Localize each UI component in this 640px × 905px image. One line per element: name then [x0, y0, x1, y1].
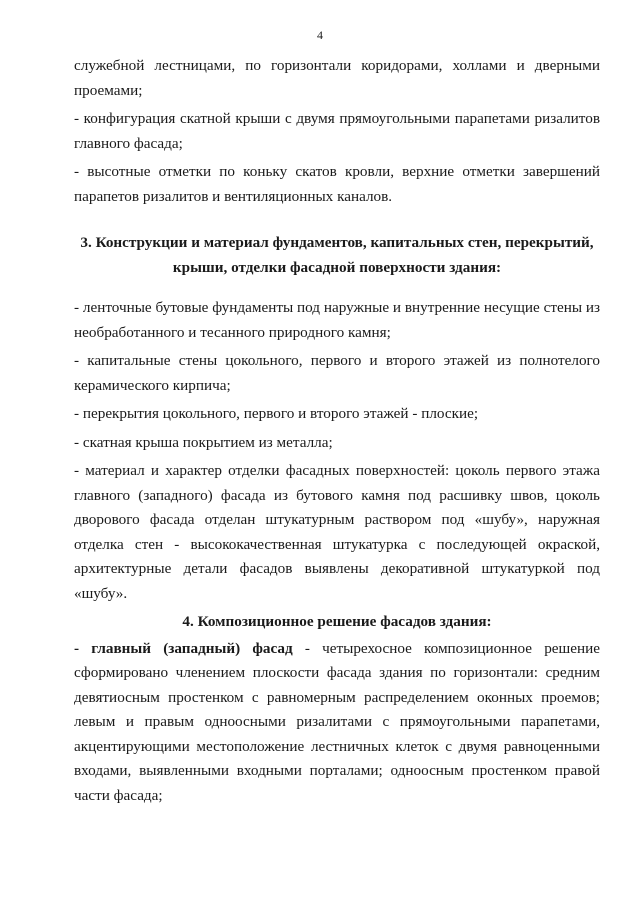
section-3-item-5: - материал и характер отделки фасадных поверхностей: цоколь первого этажа главного (западного) фасада из бутового камня под расшивку швов, цоколь дворового фасада отделан штукатурным раствором под «шубу», наружная отделка стен - высококачественная штукатурка с последующей окраской, архитектурные детали фасадов выявлены декоративной штукатуркой под «шубу». — [74, 462, 600, 602]
section-4-heading: 4. Композиционное решение фасадов здания: — [182, 613, 492, 630]
intro-paragraph-1: служебной лестницами, по горизонтали коридорами, холлами и дверными проемами; — [74, 57, 600, 99]
section-3-item-2: - капитальные стены цокольного, первого и второго этажей из полнотелого керамического кирпича; — [74, 352, 600, 394]
section-4-item-lead: - главный (западный) фасад — [74, 639, 293, 657]
intro-paragraph-2: - конфигурация скатной крыши с двумя прямоугольными парапетами ризалитов главного фасада; — [74, 110, 600, 152]
page-number: 4 — [317, 28, 323, 42]
section-3-item-4: - скатная крыша покрытием из металла; — [74, 433, 333, 451]
section-3-item-1: - ленточные бутовые фундаменты под наружные и внутренние несущие стены из необработанного и тесанного природного камня; — [74, 299, 600, 341]
section-4-item-text: - четырехосное композиционное решение сформировано членением плоскости фасада здания по горизонтали: средним девятиосным простенком с равномерным распределением оконных проемов; левым и правым одноосными ризалитами с прямоугольными парапетами, акцентирующими местоположение лестничных клеток с двумя равноценными входами, выявленными входными порталами; одноосным простенком правой части фасада; — [74, 639, 600, 804]
section-3-heading: 3. Конструкции и материал фундаментов, капитальных стен, перекрытий, крыши, отделки фасадной поверхности здания: — [80, 234, 594, 276]
section-4-item-1 — [74, 637, 600, 809]
intro-paragraph-3: - высотные отметки по коньку скатов кровли, верхние отметки завершений парапетов ризалитов и вентиляционных каналов. — [74, 163, 600, 205]
section-3-item-3: - перекрытия цокольного, первого и второго этажей - плоские; — [74, 405, 479, 422]
document-body — [74, 54, 600, 808]
